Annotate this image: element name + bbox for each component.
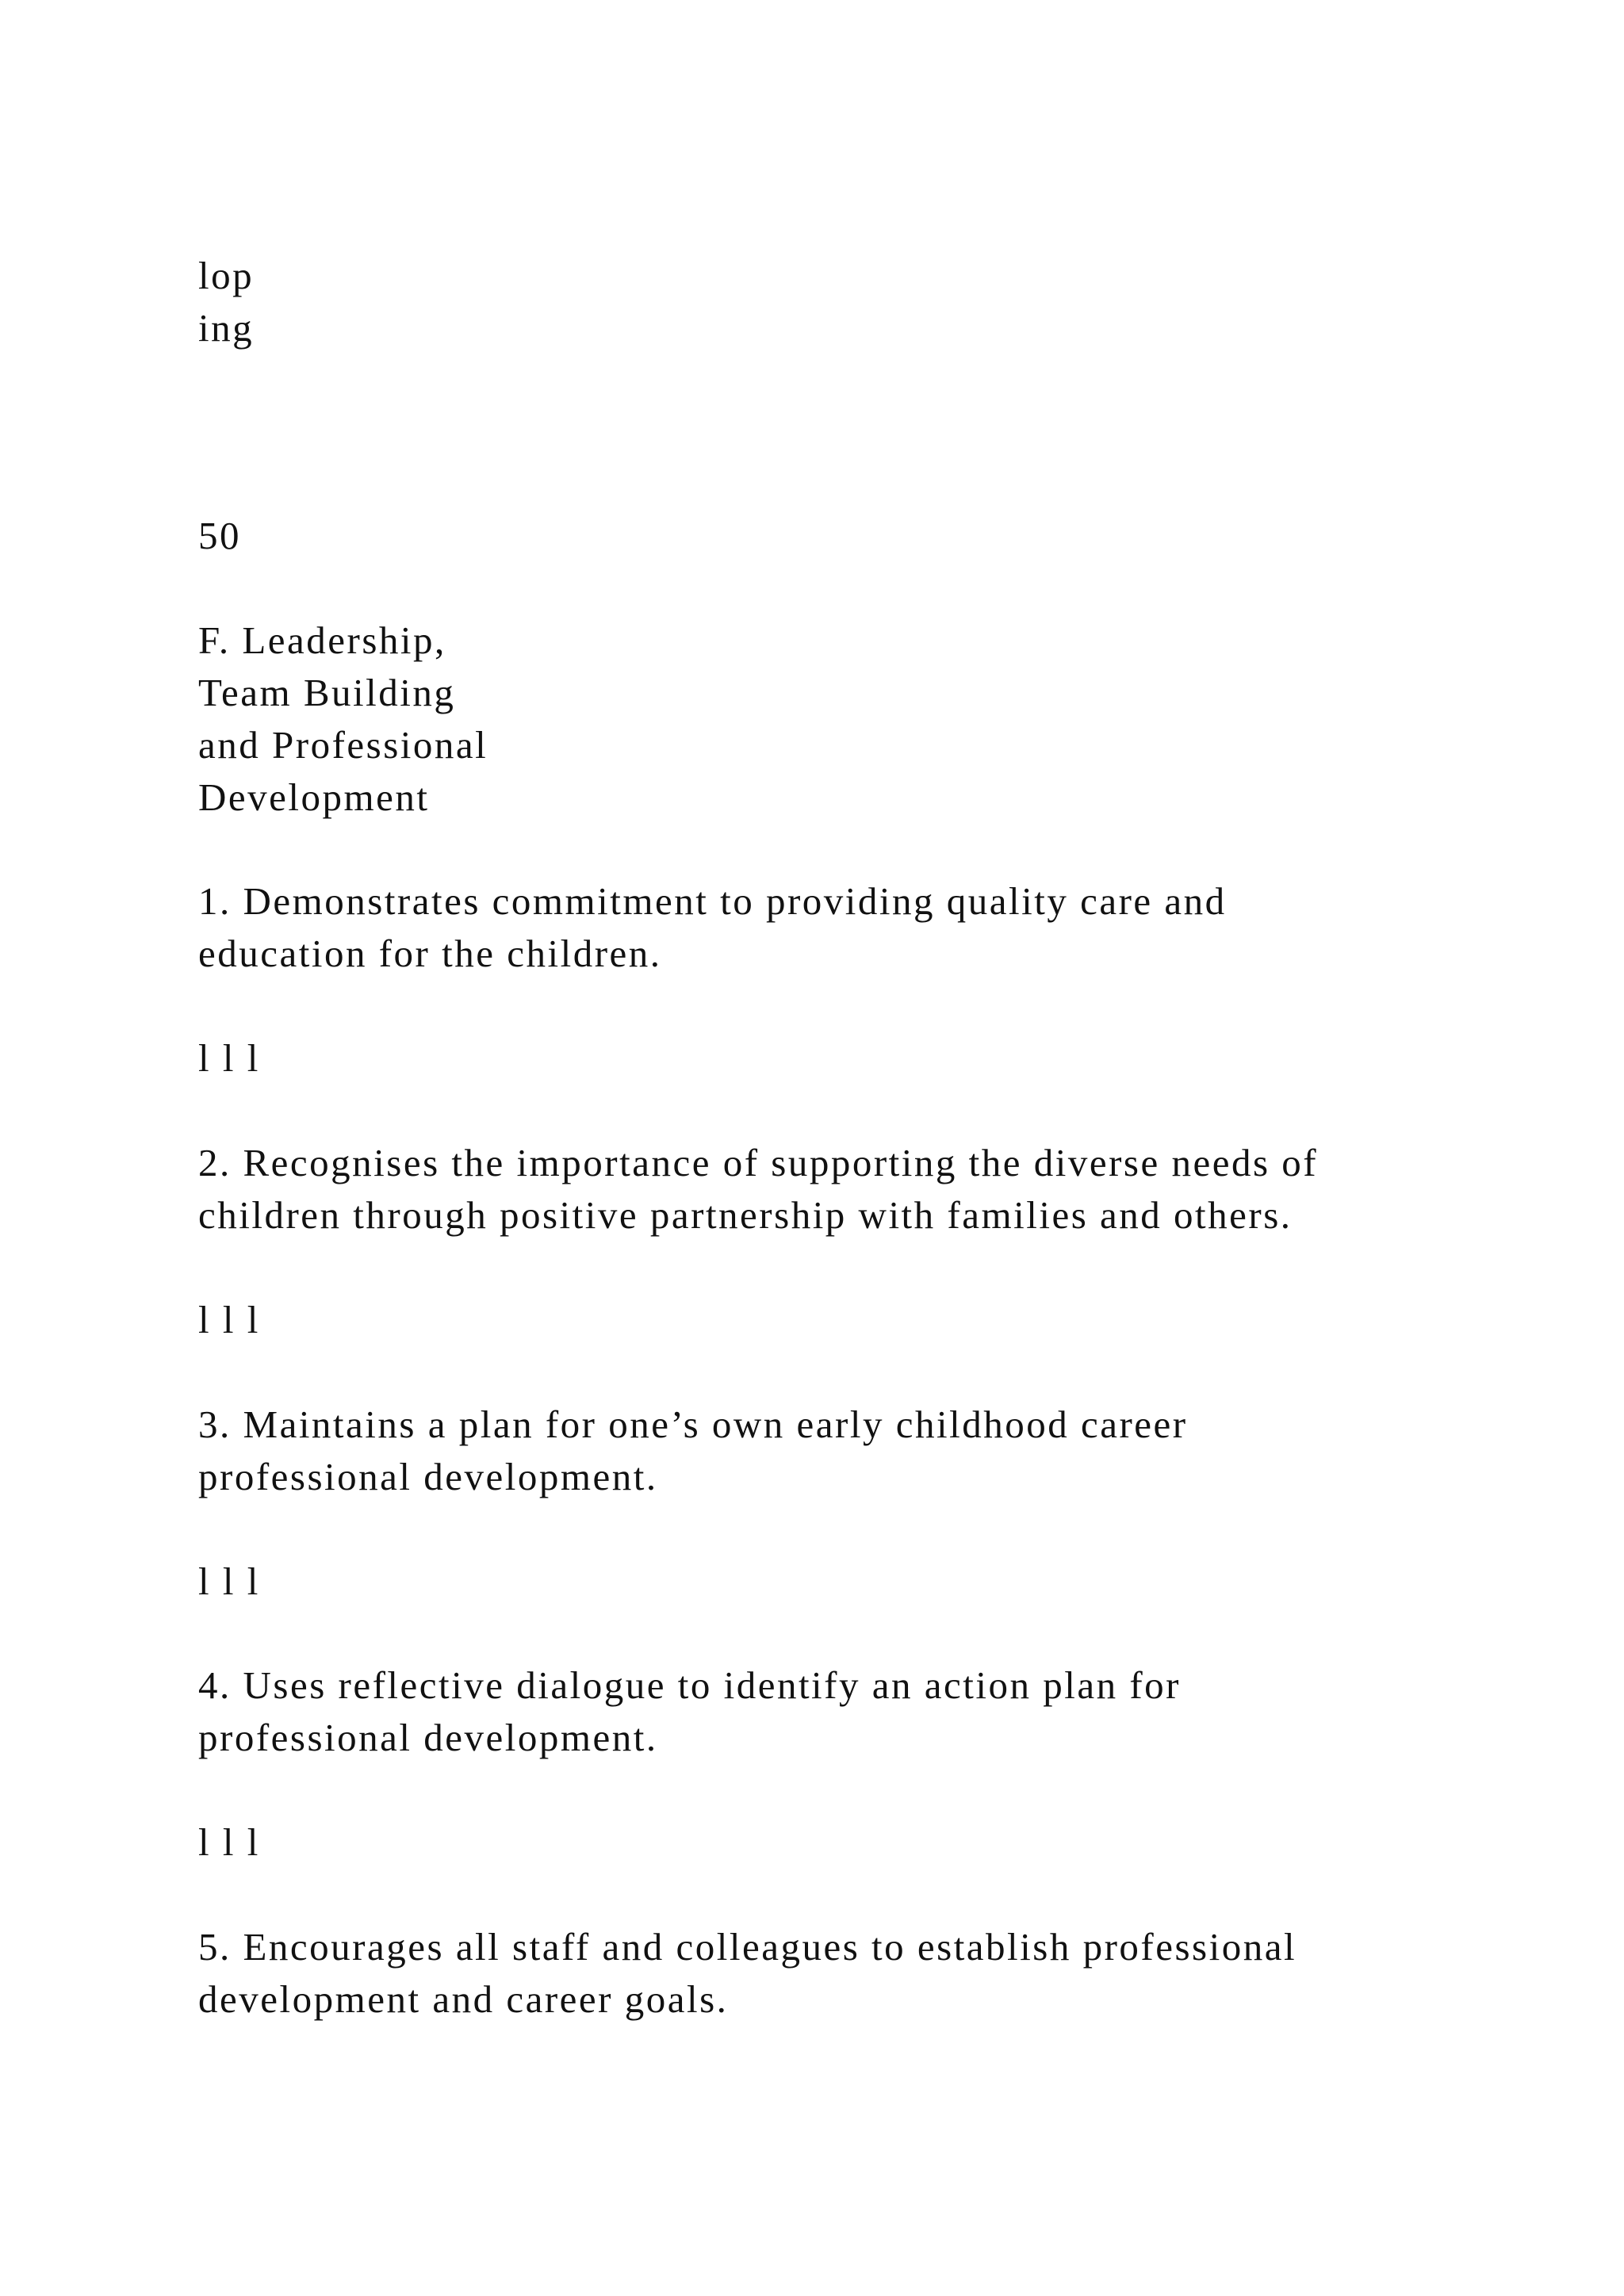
criterion-5-line-2: development and career goals. <box>198 1977 729 2021</box>
criterion-3-rating: l l l <box>198 1559 260 1603</box>
section-heading-line-1: F. Leadership, <box>198 618 446 662</box>
criterion-4-line-2: professional development. <box>198 1716 658 1759</box>
criterion-2-line-2: children through positive partnership with families and others. <box>198 1193 1293 1237</box>
section-heading-line-3: and Professional <box>198 723 488 767</box>
criterion-4-line-1: 4. Uses reflective dialogue to identify an action plan for <box>198 1663 1181 1707</box>
text-fragment <box>198 250 254 354</box>
fragment-line-2: ing <box>198 306 255 350</box>
criterion-2-rating: l l l <box>198 1298 260 1341</box>
criterion-4 <box>198 1659 1181 1764</box>
fragment-line-1: lop <box>198 254 255 297</box>
criterion-3-line-1: 3. Maintains a plan for one’s own early childhood career <box>198 1402 1188 1446</box>
page-number: 50 <box>198 514 241 557</box>
criterion-1-rating: l l l <box>198 1036 260 1080</box>
section-heading-line-4: Development <box>198 775 430 819</box>
criterion-3-line-2: professional development. <box>198 1455 658 1498</box>
criterion-4-rating: l l l <box>198 1820 260 1864</box>
criterion-5-line-1: 5. Encourages all staff and colleagues to establish professional <box>198 1925 1297 1969</box>
criterion-2-line-1: 2. Recognises the importance of supporting the diverse needs of <box>198 1141 1319 1184</box>
criterion-2 <box>198 1137 1318 1242</box>
criterion-3 <box>198 1399 1188 1503</box>
section-heading-line-2: Team Building <box>198 671 456 714</box>
section-heading <box>198 614 488 824</box>
criterion-5 <box>198 1921 1297 2026</box>
criterion-1-line-1: 1. Demonstrates commitment to providing quality care and <box>198 879 1227 923</box>
criterion-1-line-2: education for the children. <box>198 932 662 975</box>
criterion-1 <box>198 875 1227 980</box>
